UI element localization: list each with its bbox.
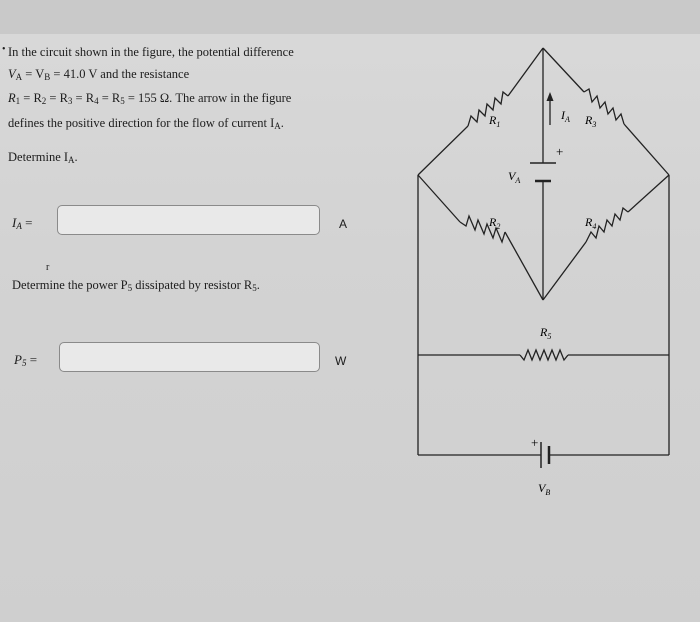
voltage-line: $V_A = V_B = 41.0$ V and the resistance <box>8 66 190 82</box>
ia-unit: A <box>339 217 348 231</box>
direction-line: defines the positive direction for the flow of current $I_A$. <box>8 115 284 131</box>
ia-current-label: $I_A$ <box>561 108 570 124</box>
p5-label: $P_5$ = <box>14 352 38 368</box>
r1-label: $R_1$ <box>489 113 501 129</box>
question1: Determine $I_A$. <box>8 150 78 165</box>
bullet: • <box>2 44 6 55</box>
va-source-label: $V_A$ <box>508 169 521 185</box>
stray-mark: r <box>46 262 50 273</box>
circuit-wires <box>418 48 669 468</box>
ia-label: $I_A$ = <box>12 215 33 231</box>
r3-label: $R_3$ <box>585 113 597 129</box>
resistance-line: $R_1 = R_2 = R_3 = R_4 = R_5 = 155$ Ω. The arrow in the figure <box>8 91 292 106</box>
va-plus-sign: + <box>556 144 564 159</box>
current-arrow-icon <box>547 92 554 125</box>
intro-line: In the circuit shown in the figure, the potential difference <box>8 45 294 59</box>
p5-unit: W <box>335 354 347 368</box>
vb-plus-sign: + <box>531 435 539 450</box>
r4-label: $R_4$ <box>585 215 597 231</box>
r5-label: $R_5$ <box>540 325 552 341</box>
vb-source-label: $V_B$ <box>538 481 551 497</box>
question2: Determine the power $P_5$ dissipated by resistor $R_5$. <box>12 278 260 293</box>
r2-label: $R_2$ <box>489 215 501 231</box>
